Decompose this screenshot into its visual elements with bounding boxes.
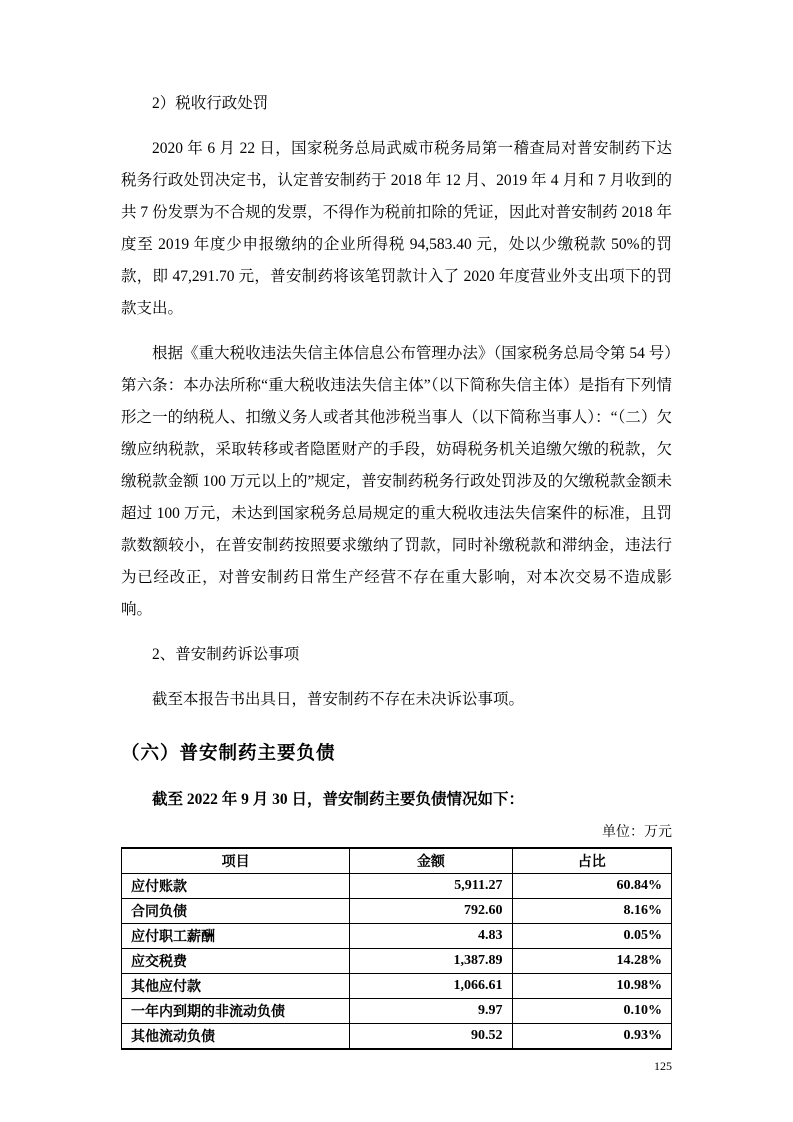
table-header-amount: 金额 [350,848,512,874]
unit-label: 单位：万元 [602,825,672,840]
body-paragraph-litigation: 截至本报告书出具日，普安制药不存在未决诉讼事项。 [152,691,525,708]
section-heading-main-liabilities: （六）普安制药主要负债 [121,742,336,763]
table-row [122,924,672,949]
table-cell-amount: 1,066.61 [350,974,512,999]
table-cell-percentage: 60.84% [512,874,672,899]
table-row [122,999,672,1024]
table-cell-item: 应付账款 [122,874,350,899]
table-cell-item: 其他应付款 [122,974,350,999]
table-cell-item: 应交税费 [122,949,350,974]
table-cell-item: 其他流动负债 [122,1024,350,1050]
table-cell-amount: 5,911.27 [350,874,512,899]
sub-heading-tax-penalty: 2）税收行政处罚 [152,95,269,112]
table-row [122,874,672,899]
page-number: 125 [654,1059,672,1073]
table-cell-percentage: 10.98% [512,974,672,999]
table-row [122,899,672,924]
table-cell-percentage: 14.28% [512,949,672,974]
table-cell-amount: 792.60 [350,899,512,924]
table-cell-item: 应付职工薪酬 [122,924,350,949]
table-cell-percentage: 0.93% [512,1024,672,1050]
table-row [122,1024,672,1050]
liabilities-table [121,847,672,1050]
body-paragraph-regulation: 根据《重大税收违法失信主体信息公布管理办法》（国家税务总局令第 54 号）第六条：本办法所称“重大税收违法失信主体”（以下简称失信主体）是指有下列情形之一的纳税人、扣缴义务人或者其他涉税当事人（以下简称当事人）：“（二）欠缴应纳税款，采取转移或者隐匿财产的手段，妨碍税务机关追缴欠缴的税款，欠缴税款金额 100 万元以上的”规定，普安制药税务行政处罚涉及的欠缴税款金额未超过 100 万元，未达到国家税务总局规定的重大税收违法失信案件的标准，且罚款数额较小，在普安制药按照要求缴纳了罚款，同时补缴税款和滞纳金，违法行为已经改正，对普安制药日常生产经营不存在重大影响，对本次交易不造成影响。 [121,345,672,618]
table-cell-percentage: 8.16% [512,899,672,924]
table-cell-amount: 1,387.89 [350,949,512,974]
table-cell-percentage: 0.10% [512,999,672,1024]
table-row [122,974,672,999]
table-cell-percentage: 0.05% [512,924,672,949]
sub-heading-litigation: 2、普安制药诉讼事项 [152,646,300,663]
table-row [122,949,672,974]
table-header-percentage: 占比 [512,848,672,874]
table-cell-item: 合同负债 [122,899,350,924]
table-cell-amount: 9.97 [350,999,512,1024]
table-cell-amount: 4.83 [350,924,512,949]
table-header-row [122,848,672,874]
table-cell-item: 一年内到期的非流动负债 [122,999,350,1024]
table-header-item: 项目 [122,848,350,874]
table-intro-text: 截至 2022 年 9 月 30 日，普安制药主要负债情况如下： [152,791,525,808]
body-paragraph-penalty-detail: 2020 年 6 月 22 日，国家税务总局武威市税务局第一稽查局对普安制药下达税务行政处罚决定书，认定普安制药于 2018 年 12 月、2019 年 4 月和 7 月收到的共 7 份发票为不合规的发票，不得作为税前扣除的凭证，因此对普安制药 2018 年度至 2019 年度少申报缴纳的企业所得税 94,583.40 元，处以少缴税款 50%的罚款，即 47,291.70 元，普安制药将该笔罚款计入了 2020 年度营业外支出项下的罚款支出。 [121,140,672,317]
table-cell-amount: 90.52 [350,1024,512,1050]
